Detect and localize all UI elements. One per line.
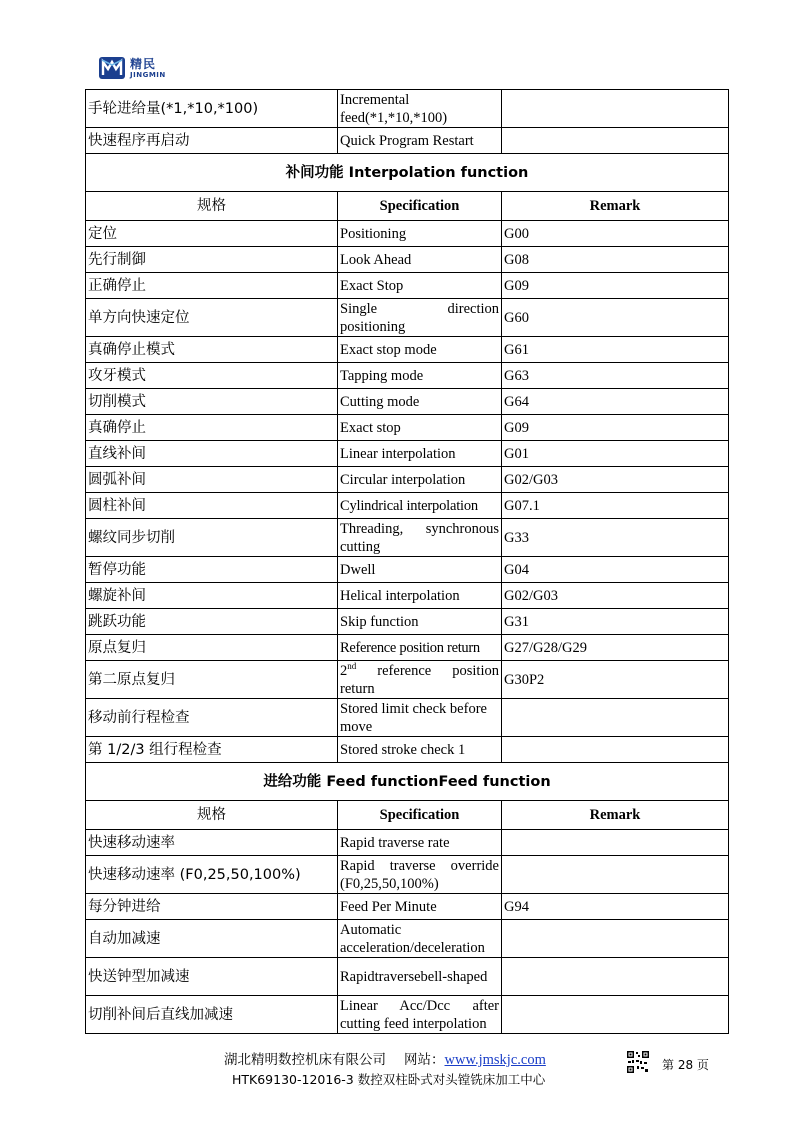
- spec-en: Stored stroke check 1: [338, 737, 502, 763]
- spec-remark: [502, 920, 729, 958]
- spec-en: Exact stop mode: [338, 337, 502, 363]
- spec-cn: 快速移动速率 (F0,25,50,100%): [86, 856, 338, 894]
- spec-en: Cylindrical interpolation: [338, 493, 502, 519]
- spec-en: Positioning: [338, 221, 502, 247]
- table-row: [86, 389, 729, 415]
- logo-chinese-text: 精民: [130, 56, 157, 71]
- jingmin-logo-icon: [98, 54, 126, 82]
- spec-cn: 攻牙模式: [86, 363, 338, 389]
- section-row: [86, 763, 729, 801]
- table-row: [86, 557, 729, 583]
- table-row: [86, 128, 729, 154]
- spec-cn: 原点复归: [86, 635, 338, 661]
- spec-en: Threading, synchronous cutting: [338, 519, 502, 557]
- logo-english-text: JINGMIN: [130, 70, 166, 79]
- spec-remark: G01: [502, 441, 729, 467]
- section-title-interpolation: 补间功能 Interpolation function: [86, 154, 729, 192]
- table-row: [86, 247, 729, 273]
- footer-company-line: [224, 1048, 546, 1069]
- header-remark: Remark: [502, 801, 729, 830]
- spec-remark: [502, 830, 729, 856]
- table-row: [86, 415, 729, 441]
- table-row: [86, 363, 729, 389]
- footer-website-link[interactable]: www.jmskjc.com: [444, 1052, 546, 1068]
- spec-cn: 螺旋补间: [86, 583, 338, 609]
- spec-remark: G94: [502, 894, 729, 920]
- spec-en: Incremental feed(*1,*10,*100): [338, 90, 502, 128]
- spec-remark: G09: [502, 415, 729, 441]
- spec-en: Dwell: [338, 557, 502, 583]
- spec-table: [85, 89, 729, 1034]
- spec-en: Exact Stop: [338, 273, 502, 299]
- spec-remark: G31: [502, 609, 729, 635]
- table-row: [86, 221, 729, 247]
- spec-en: Quick Program Restart: [338, 128, 502, 154]
- table-row: [86, 337, 729, 363]
- header-spec-cn: 规格: [86, 801, 338, 830]
- spec-en: Exact stop: [338, 415, 502, 441]
- spec-cn: 快速程序再启动: [86, 128, 338, 154]
- spec-cn: 自动加减速: [86, 920, 338, 958]
- spec-cn: 第 1/2/3 组行程检查: [86, 737, 338, 763]
- spec-en: reference position return: [340, 662, 499, 697]
- spec-remark: G30P2: [502, 661, 729, 699]
- spec-remark: G09: [502, 273, 729, 299]
- spec-en: Rapid traverse override (F0,25,50,100%): [338, 856, 502, 894]
- table-row: [86, 299, 729, 337]
- spec-cn: 快速移动速率: [86, 830, 338, 856]
- header-row: [86, 192, 729, 221]
- spec-cn: 圆弧补间: [86, 467, 338, 493]
- spec-cn: 快送钟型加减速: [86, 958, 338, 996]
- footer-doc-title: HTK69130-12016-3 数控双柱卧式对头镗铣床加工中心: [232, 1072, 546, 1087]
- spec-remark: [502, 128, 729, 154]
- table-row: [86, 493, 729, 519]
- spec-remark: G60: [502, 299, 729, 337]
- table-row: [86, 90, 729, 128]
- header-specification: Specification: [338, 192, 502, 221]
- spec-remark: G02/G03: [502, 467, 729, 493]
- table-row: [86, 958, 729, 996]
- spec-remark: G64: [502, 389, 729, 415]
- spec-remark: [502, 958, 729, 996]
- spec-cn: 真确停止模式: [86, 337, 338, 363]
- table-row: [86, 467, 729, 493]
- spec-en: Stored limit check before move: [338, 699, 502, 737]
- spec-cn: 手轮进给量(*1,*10,*100): [86, 90, 338, 128]
- spec-remark: G07.1: [502, 493, 729, 519]
- table-row: [86, 856, 729, 894]
- spec-cn: 切削补间后直线加减速: [86, 996, 338, 1034]
- spec-cn: 定位: [86, 221, 338, 247]
- table-row: [86, 996, 729, 1034]
- spec-en: Helical interpolation: [338, 583, 502, 609]
- spec-cn: 正确停止: [86, 273, 338, 299]
- header-specification: Specification: [338, 801, 502, 830]
- footer-company: 湖北精明数控机床有限公司: [224, 1052, 386, 1068]
- page-number: 第 28 页: [662, 1058, 709, 1072]
- spec-cn: 单方向快速定位: [86, 299, 338, 337]
- spec-remark: G61: [502, 337, 729, 363]
- spec-cn: 圆柱补间: [86, 493, 338, 519]
- company-logo: [98, 52, 166, 84]
- spec-remark: [502, 699, 729, 737]
- table-row: [86, 273, 729, 299]
- spec-en: Rapid traverse rate: [338, 830, 502, 856]
- table-row: [86, 737, 729, 763]
- footer-site-label: 网站：: [404, 1052, 445, 1068]
- spec-en: Tapping mode: [338, 363, 502, 389]
- table-row: [86, 583, 729, 609]
- table-row: [86, 920, 729, 958]
- table-row: [86, 441, 729, 467]
- spec-cn: 跳跃功能: [86, 609, 338, 635]
- spec-remark: G04: [502, 557, 729, 583]
- table-row: [86, 830, 729, 856]
- table-row: [86, 609, 729, 635]
- spec-cn: 移动前行程检查: [86, 699, 338, 737]
- table-row: [86, 661, 729, 699]
- spec-remark: G33: [502, 519, 729, 557]
- spec-en-cell: [338, 661, 502, 699]
- spec-en: Rapidtraversebell-shaped: [338, 958, 502, 996]
- spec-remark: [502, 856, 729, 894]
- spec-en: Circular interpolation: [338, 467, 502, 493]
- spec-remark: [502, 996, 729, 1034]
- spec-en-ordinal: 2: [340, 662, 348, 679]
- spec-cn: 切削模式: [86, 389, 338, 415]
- table-row: [86, 699, 729, 737]
- spec-en: Skip function: [338, 609, 502, 635]
- spec-cn: 真确停止: [86, 415, 338, 441]
- spec-remark: [502, 737, 729, 763]
- spec-remark: G27/G28/G29: [502, 635, 729, 661]
- table-row: [86, 894, 729, 920]
- spec-cn: 第二原点复归: [86, 661, 338, 699]
- spec-cn: 先行制御: [86, 247, 338, 273]
- spec-cn: 暂停功能: [86, 557, 338, 583]
- spec-en: Feed Per Minute: [338, 894, 502, 920]
- spec-en: Linear interpolation: [338, 441, 502, 467]
- section-title-feed: 进给功能 Feed functionFeed function: [86, 763, 729, 801]
- spec-cn: 直线补间: [86, 441, 338, 467]
- spec-remark: G00: [502, 221, 729, 247]
- spec-cn: 螺纹同步切削: [86, 519, 338, 557]
- header-spec-cn: 规格: [86, 192, 338, 221]
- spec-en: Automatic acceleration/deceleration: [338, 920, 502, 958]
- spec-en-ordinal-suffix: nd: [347, 660, 357, 671]
- section-row: [86, 154, 729, 192]
- spec-cn: 每分钟进给: [86, 894, 338, 920]
- table-row: [86, 635, 729, 661]
- header-remark: Remark: [502, 192, 729, 221]
- spec-en: Reference position return: [338, 635, 502, 661]
- spec-remark: G02/G03: [502, 583, 729, 609]
- spec-en: Cutting mode: [338, 389, 502, 415]
- header-row: [86, 801, 729, 830]
- table-row: [86, 519, 729, 557]
- spec-en: Single direction positioning: [338, 299, 502, 337]
- spec-remark: [502, 90, 729, 128]
- spec-remark: G63: [502, 363, 729, 389]
- spec-en: Look Ahead: [338, 247, 502, 273]
- qr-code-icon: [626, 1050, 650, 1074]
- spec-remark: G08: [502, 247, 729, 273]
- spec-en: Linear Acc/Dcc after cutting feed interpolation: [338, 996, 502, 1034]
